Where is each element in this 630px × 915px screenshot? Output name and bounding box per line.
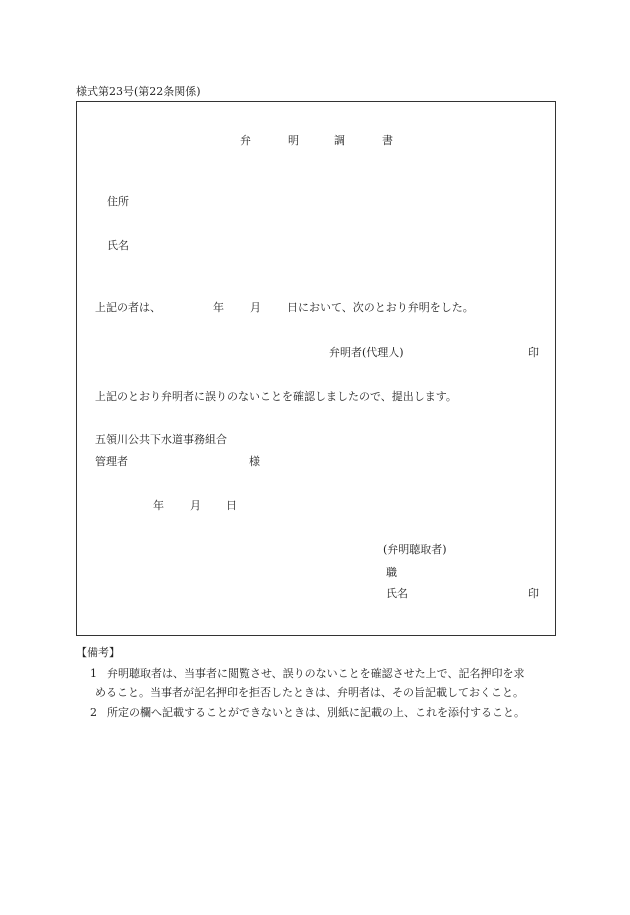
name-label: 氏名 <box>107 239 129 252</box>
manager-label: 管理者 <box>95 455 128 468</box>
listener-name-label: 氏名 <box>386 587 408 600</box>
appellant-seal: 印 <box>528 346 539 359</box>
remark-2-line-1: 所定の欄へ記載することができないときは、別紙に記載の上、これを添付すること。 <box>107 706 525 719</box>
title-char-3: 調 <box>334 134 345 147</box>
listener-seal: 印 <box>528 587 539 600</box>
statement-suffix: 日において、次のとおり弁明をした。 <box>287 301 474 314</box>
remark-1-line-1: 弁明聴取者は、当事者に閲覧させ、誤りのないことを確認させた上で、記名押印を求 <box>107 667 525 680</box>
form-frame <box>76 101 556 636</box>
confirmation-text: 上記のとおり弁明者に誤りのないことを確認しましたので、提出します。 <box>95 390 457 403</box>
date-year: 年 <box>153 499 164 512</box>
listener-heading: (弁明聴取者) <box>383 543 447 556</box>
date-day: 日 <box>226 499 237 512</box>
recipient-organization: 五領川公共下水道事務組合 <box>95 433 227 446</box>
title-char-4: 書 <box>382 134 393 147</box>
title-char-2: 明 <box>288 134 299 147</box>
form-number: 様式第23号(第22条関係) <box>76 85 201 98</box>
statement-year: 年 <box>213 301 224 314</box>
manager-honorific: 様 <box>249 455 260 468</box>
title-char-1: 弁 <box>240 134 251 147</box>
remarks-heading: 【備考】 <box>76 646 120 659</box>
statement-prefix: 上記の者は、 <box>95 301 161 314</box>
appellant-label: 弁明者(代理人) <box>329 346 404 359</box>
remark-1-line-2: めること。当事者が記名押印を拒否したときは、弁明者は、その旨記載しておくこと。 <box>95 686 524 699</box>
remark-1-number: 1 <box>90 667 97 680</box>
remark-2-number: 2 <box>90 706 97 719</box>
address-label: 住所 <box>107 195 129 208</box>
statement-month: 月 <box>250 301 261 314</box>
listener-position-label: 職 <box>386 566 397 579</box>
date-month: 月 <box>190 499 201 512</box>
